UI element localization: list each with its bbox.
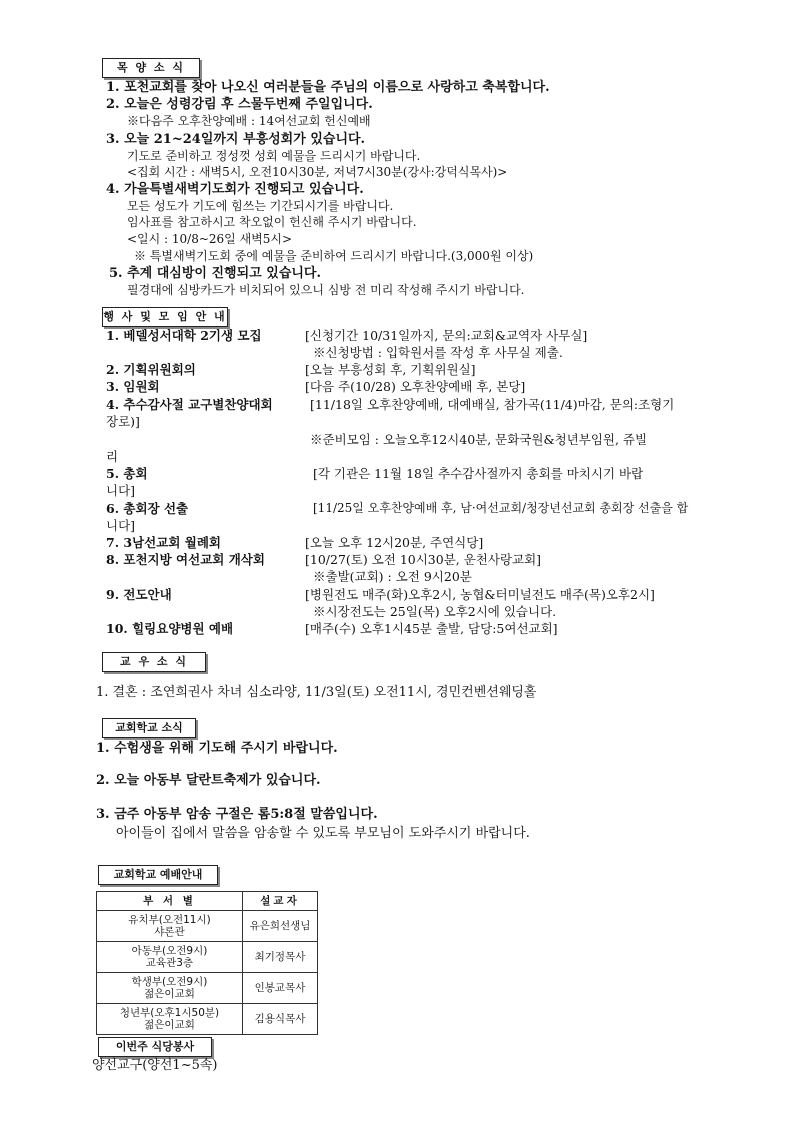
column-header-preacher: 설교자 — [243, 892, 318, 911]
event-6-detail: [11/25일 오후찬양예배 후, 남·여선교회/청장년선교회 총회장 선출을 합 — [313, 501, 689, 515]
preacher-cell: 인봉교목사 — [243, 973, 318, 1004]
school-services-table — [96, 891, 318, 1035]
news-item-4: 4. 가을특별새벽기도회가 진행되고 있습니다. — [106, 182, 364, 197]
news-item-4-line-d: ※ 특별새벽기도회 중에 예물을 준비하여 드리시기 바랍니다.(3,000원 이상) — [134, 249, 534, 263]
section-header-news: 목 양 소 식 — [102, 58, 200, 78]
section-header-kitchen: 이번주 식당봉사 — [98, 1037, 212, 1057]
event-10-detail: [매주(수) 오후1시45분 출발, 담당:5여선교회] — [305, 621, 558, 636]
news-item-3-line-a: 기도로 준비하고 정성껏 성회 예물을 드리시기 바랍니다. — [127, 149, 421, 163]
news-item-4-line-c: <일시 : 10/8~26일 새벽5시> — [127, 232, 293, 246]
column-header-dept: 부 서 별 — [97, 892, 243, 911]
dept-place: 젊은이교회 — [144, 988, 195, 1000]
event-7: 7. 3남선교회 월례회 — [106, 535, 221, 550]
event-9-detail: [병원전도 매주(화)오후2시, 농협&터미널전도 매주(목)오후2시] — [305, 587, 655, 602]
school-item-2: 2. 오늘 아동부 달란트축제가 있습니다. — [96, 773, 321, 788]
school-item-3: 3. 금주 아동부 암송 구절은 롬5:8절 말씀입니다. — [96, 807, 378, 822]
event-4-detail: [11/18일 오후찬양예배, 대예배실, 참가곡(11/4)마감, 문의:조형기 — [310, 397, 675, 412]
event-6-detail-cont: 니다] — [106, 518, 136, 533]
event-9-note: ※시장전도는 25일(목) 오후2시에 있습니다. — [313, 604, 557, 619]
event-3: 3. 임원회 — [106, 379, 160, 394]
event-4: 4. 추수감사절 교구별찬양대회 — [106, 397, 273, 412]
event-7-detail: [오늘 오후 12시20분, 주연식당] — [305, 535, 484, 550]
event-3-detail: [다음 주(10/28) 오후찬양예배 후, 본당] — [305, 379, 526, 394]
dept-place: 샤론관 — [154, 926, 185, 938]
news-item-3-line-b: <집회 시간 : 새벽5시, 오전10시30분, 저녁7시30분(강사:강덕식목사)> — [127, 165, 508, 179]
dept-place: 교육관3층 — [145, 957, 194, 969]
table-row — [97, 942, 318, 973]
event-5: 5. 총회 — [106, 466, 148, 481]
event-8-detail: [10/27(토) 오전 10시30분, 운천사랑교회] — [305, 552, 542, 567]
event-4-note: ※준비모임 : 오늘오후12시40분, 문화국원&청년부임원, 쥬빌 — [310, 432, 648, 447]
dept-name: 청년부(오후1시50분) — [119, 1007, 220, 1019]
event-2: 2. 기획위원회의 — [106, 362, 196, 377]
event-5-detail-cont: 니다] — [106, 483, 136, 498]
event-5-detail: [각 기관은 11월 18일 추수감사절까지 총회를 마치시기 바랍 — [313, 466, 644, 481]
preacher-cell: 유은희선생님 — [243, 911, 318, 942]
section-header-school: 교회학교 소식 — [102, 718, 196, 738]
dept-name: 아동부(오전9시) — [131, 945, 208, 957]
news-item-5-line-a: 필경대에 심방카드가 비치되어 있으니 심방 전 미리 작성해 주시기 바랍니다. — [127, 283, 525, 297]
news-item-4-line-a: 모든 성도가 기도에 힘쓰는 기간되시기를 바랍니다. — [127, 199, 394, 213]
kitchen-item-1: 양선교구(양선1~5속) — [92, 1058, 218, 1073]
dept-cell — [97, 973, 243, 1004]
section-header-events: 행 사 및 모 임 안 내 — [102, 307, 228, 327]
news-item-4-line-b: 임사표를 참고하시고 착오없이 헌신해 주시기 바랍니다. — [127, 215, 417, 229]
section-header-school-services: 교회학교 예배안내 — [98, 865, 218, 885]
event-1: 1. 베델성서대학 2기생 모집 — [106, 328, 262, 343]
dept-cell — [97, 911, 243, 942]
school-item-3-line-a: 아이들이 집에서 말씀을 암송할 수 있도록 부모님이 도와주시기 바랍니다. — [116, 826, 530, 841]
dept-cell — [97, 1004, 243, 1035]
table-header-row — [97, 892, 318, 911]
news-item-5: 5. 추계 대심방이 진행되고 있습니다. — [109, 266, 322, 281]
event-4-detail-cont: 장로)] — [106, 414, 140, 429]
news-item-2-note: ※다음주 오후찬양예배 : 14여선교회 헌신예배 — [127, 114, 371, 128]
event-1-note: ※신청방법 : 입학원서를 작성 후 사무실 제출. — [313, 345, 563, 360]
table-row — [97, 1004, 318, 1035]
dept-cell — [97, 942, 243, 973]
school-item-1: 1. 수험생을 위해 기도해 주시기 바랍니다. — [96, 741, 338, 756]
dept-name: 학생부(오전9시) — [131, 976, 208, 988]
news-item-2: 2. 오늘은 성령강림 후 스물두번째 주일입니다. — [106, 97, 373, 112]
members-item-1: 1. 결혼 : 조연희권사 차녀 심소라양, 11/3일(토) 오전11시, 경민컨벤션웨딩홀 — [96, 685, 537, 700]
event-2-detail: [오늘 부흥성회 후, 기획위원실] — [305, 362, 476, 377]
table-row — [97, 973, 318, 1004]
preacher-cell: 김용식목사 — [243, 1004, 318, 1035]
event-4-note-cont: 리 — [106, 449, 119, 464]
event-1-detail: [신청기간 10/31일까지, 문의:교회&교역자 사무실] — [305, 328, 588, 343]
dept-place: 젊은이교회 — [144, 1019, 195, 1031]
dept-name: 유치부(오전11시) — [128, 914, 211, 926]
news-item-3: 3. 오늘 21~24일까지 부흥성회가 있습니다. — [106, 132, 366, 147]
event-6: 6. 총회장 선출 — [106, 501, 189, 516]
event-9: 9. 전도안내 — [106, 587, 172, 602]
preacher-cell: 최기정목사 — [243, 942, 318, 973]
event-10: 10. 힐링요양병원 예배 — [106, 621, 234, 636]
event-8-note: ※출발(교회) : 오전 9시20분 — [313, 569, 472, 584]
event-8: 8. 포천지방 여선교회 개삭회 — [106, 552, 265, 567]
table-row — [97, 911, 318, 942]
section-header-members: 교 우 소 식 — [102, 652, 206, 672]
news-item-1: 1. 포천교회를 찾아 나오신 여러분들을 주님의 이름으로 사랑하고 축복합니다. — [106, 80, 550, 95]
